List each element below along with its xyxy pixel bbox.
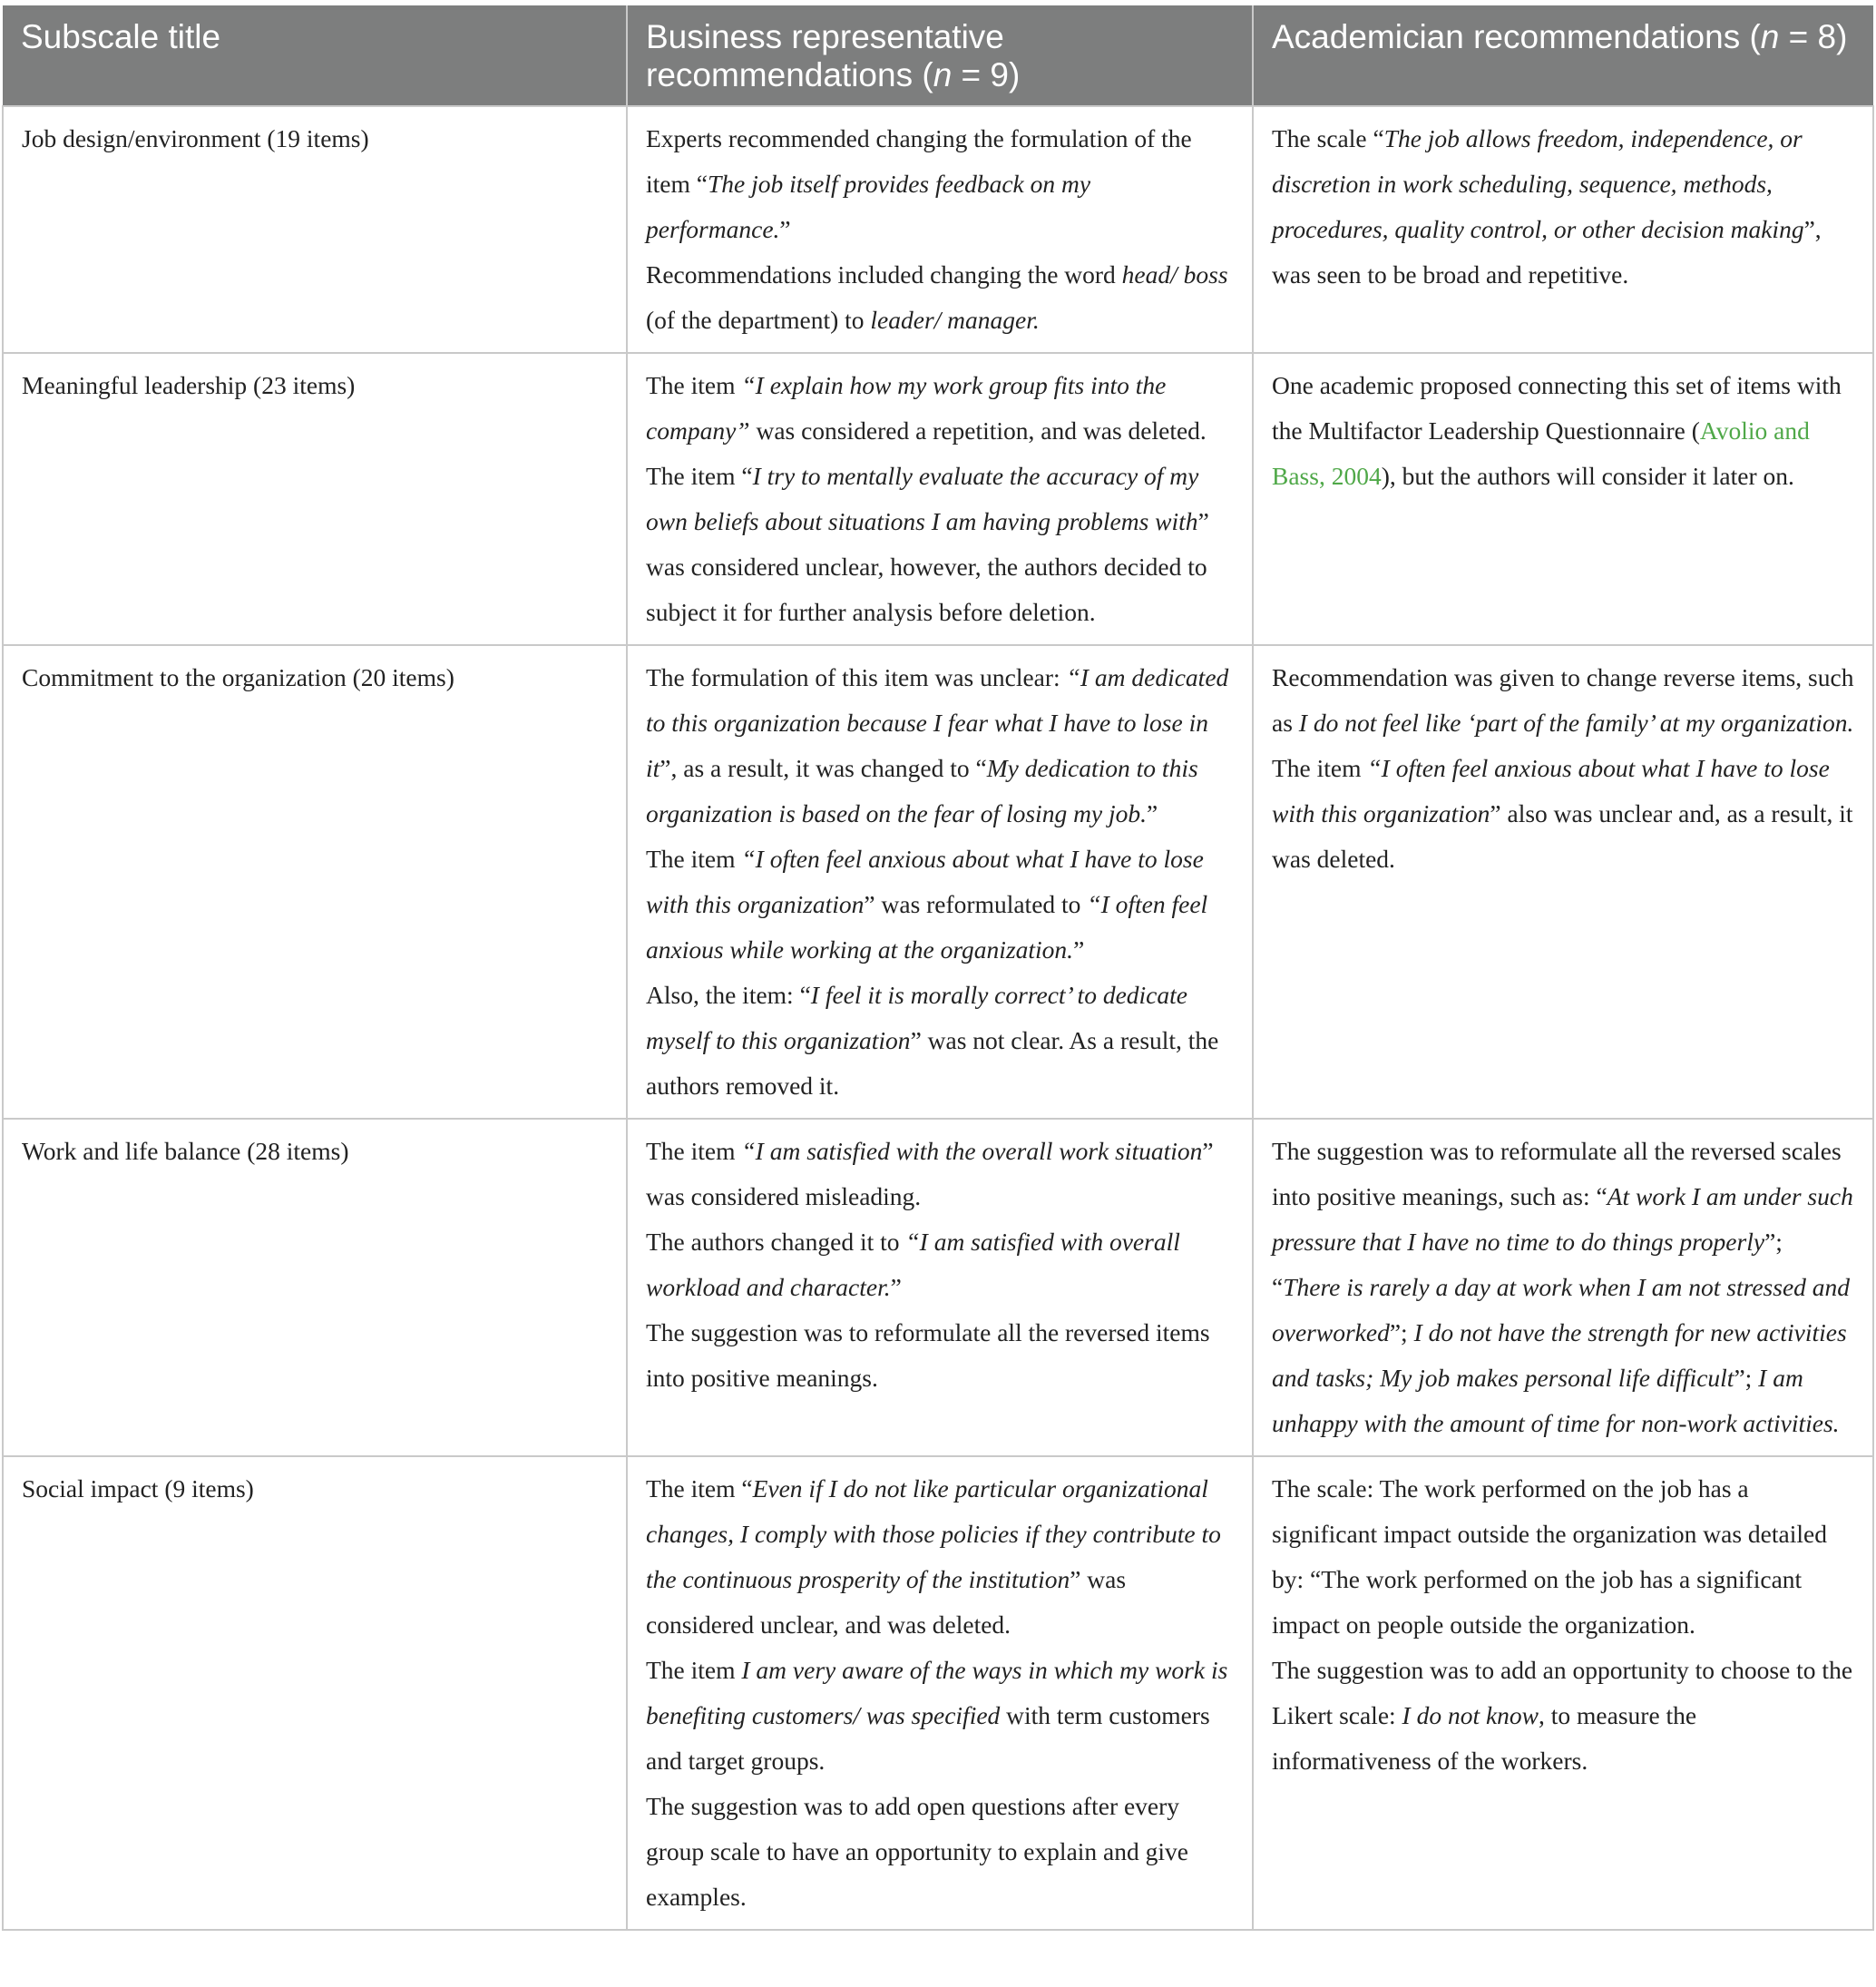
academic-cell [1253, 645, 1873, 1119]
italic-text: My dedication to this organization is based on the fear of losing my job. [646, 754, 1198, 827]
cell-paragraph [1272, 363, 1854, 499]
italic-text: “I am dedicated to this organization because I fear what I have to lose in it [646, 663, 1229, 782]
table-row [3, 1119, 1873, 1456]
cell-paragraph [646, 837, 1234, 973]
text-run: was considered a repetition, and was deleted. [749, 416, 1207, 445]
text-run: ”, as a result, it was changed to “ [660, 754, 987, 782]
cell-paragraph [646, 252, 1234, 343]
table-row [3, 353, 1873, 645]
cell-paragraph [1272, 1648, 1854, 1784]
cell-paragraph [646, 973, 1234, 1109]
header-subscale-title-text: Subscale title [21, 18, 221, 55]
text-run: The item [646, 371, 742, 399]
text-run: ” [890, 1273, 902, 1301]
header-academician-text: Academician recommendations ( [1272, 18, 1761, 55]
italic-text: “I often feel anxious about what I have to lose with this organization [1272, 754, 1830, 827]
text-run: The suggestion was to reformulate all the reversed scales into positive meanings, such as: “ [1272, 1137, 1842, 1210]
text-run: The item “ [646, 462, 753, 490]
cell-paragraph [1272, 1129, 1854, 1446]
italic-text: Even if I do not like particular organizational changes, I comply with those policies if they contribute to the continuous prosperity of the institution [646, 1474, 1221, 1593]
italic-text: At work I am under such pressure that I have no time to do things properly [1272, 1182, 1853, 1256]
text-run: The scale “ [1272, 124, 1384, 152]
text-run: ”; [1734, 1364, 1759, 1392]
subscale-title-cell: Meaningful leadership (23 items) [3, 353, 627, 645]
cell-paragraph [646, 1129, 1234, 1219]
business-cell [627, 645, 1253, 1119]
text-run: The item [646, 845, 742, 873]
header-academician-n: n [1760, 18, 1780, 55]
text-run: The item [646, 1656, 742, 1684]
academic-cell [1253, 1119, 1873, 1456]
italic-text: “I explain how my work group fits into the company” [646, 371, 1167, 445]
text-run: The suggestion was to add an opportunity to choose to the Likert scale: [1272, 1656, 1853, 1729]
table-row [3, 1456, 1873, 1930]
text-run: The formulation of this item was unclear: [646, 663, 1067, 691]
cell-paragraph [646, 116, 1234, 252]
business-cell [627, 353, 1253, 645]
text-run: Also, the item: “ [646, 981, 811, 1009]
header-business-text: Business representative recommendations ( [646, 18, 1004, 93]
text-run: , to measure the informativeness of the workers. [1272, 1701, 1697, 1775]
cell-paragraph [646, 363, 1234, 454]
text-run: ” was not clear. As a result, the authors removed it. [646, 1026, 1219, 1100]
text-run: The authors changed it to [646, 1228, 906, 1256]
text-run: ” was considered misleading. [646, 1137, 1214, 1210]
subscale-title-cell: Social impact (9 items) [3, 1456, 627, 1930]
text-run: ” [1147, 799, 1158, 827]
header-business-n: n [933, 56, 953, 93]
text-run: with term customers and target groups. [646, 1701, 1210, 1775]
italic-text: “I am satisfied with the overall work situation [741, 1137, 1203, 1165]
text-run: ” was reformulated to [864, 890, 1088, 918]
text-run: The scale: The work performed on the job has a significant impact outside the organization was detailed by: “The work performed on the job has a significant impact on people outside the organization. [1272, 1474, 1827, 1639]
academic-cell [1253, 1456, 1873, 1930]
text-run: Experts recommended changing the formulation of the item “ [646, 124, 1192, 198]
cell-paragraph [646, 655, 1234, 837]
text-run: ” was considered unclear, and was deleted. [646, 1565, 1127, 1639]
table-body [3, 106, 1873, 1930]
text-run: The item “ [646, 1474, 753, 1502]
text-run: ”; “ [1272, 1228, 1783, 1301]
italic-text: “I often feel anxious while working at the organization. [646, 890, 1208, 964]
subscale-title-cell: Job design/environment (19 items) [3, 106, 627, 353]
italic-text: The job itself provides feedback on my performance. [646, 170, 1091, 243]
business-cell [627, 1119, 1253, 1456]
cell-paragraph [646, 454, 1234, 635]
cell-paragraph [1272, 746, 1854, 882]
text-run: The item [1272, 754, 1368, 782]
text-run: ” was considered unclear, however, the authors decided to subject it for further analysis before deletion. [646, 507, 1209, 626]
text-run: Recommendations included changing the word [646, 260, 1122, 289]
italic-text: I am very aware of the ways in which my work is benefiting customers/ was specified [646, 1656, 1228, 1729]
citation-link[interactable]: Avolio and Bass, 2004 [1272, 416, 1810, 490]
italic-text: The job allows freedom, independence, or discretion in work scheduling, sequence, methods, procedures, quality control, or other decision making [1272, 124, 1804, 243]
header-academician-recommendations [1253, 5, 1873, 106]
text-run: ”; [1389, 1318, 1414, 1346]
table-row [3, 106, 1873, 353]
italic-text: I am unhappy with the amount of time for non-work activities. [1272, 1364, 1840, 1437]
text-run: ” [779, 215, 791, 243]
text-run: Recommendation was given to change reverse items, such as [1272, 663, 1854, 737]
text-run: The suggestion was to add open questions after every group scale to have an opportunity to explain and give examples. [646, 1792, 1188, 1911]
text-run: (of the department) to [646, 306, 871, 334]
italic-text: “I often feel anxious about what I have to lose with this organization [646, 845, 1204, 918]
cell-paragraph [646, 1648, 1234, 1784]
italic-text: There is rarely a day at work when I am not stressed and overworked [1272, 1273, 1851, 1346]
header-business-count: = 9) [952, 56, 1021, 93]
header-subscale-title [3, 5, 627, 106]
text-run: One academic proposed connecting this set of items with the Multifactor Leadership Questionnaire ( [1272, 371, 1842, 445]
business-cell [627, 106, 1253, 353]
italic-text: I try to mentally evaluate the accuracy of my own beliefs about situations I am having problems with [646, 462, 1199, 535]
academic-cell [1253, 353, 1873, 645]
recommendations-table [2, 5, 1874, 1931]
cell-paragraph [646, 1784, 1234, 1920]
cell-paragraph [646, 1219, 1234, 1310]
text-run: ), but the authors will consider it later on. [1381, 462, 1794, 490]
subscale-title-cell: Commitment to the organization (20 items) [3, 645, 627, 1119]
cell-paragraph [1272, 1466, 1854, 1648]
italic-text: I do not know [1402, 1701, 1539, 1729]
text-run: ”, was seen to be broad and repetitive. [1272, 215, 1822, 289]
text-run: The item [646, 1137, 742, 1165]
italic-text: “I am satisfied with overall workload and character. [646, 1228, 1180, 1301]
cell-paragraph [646, 1310, 1234, 1401]
business-cell [627, 1456, 1253, 1930]
header-business-recommendations [627, 5, 1253, 106]
italic-text: I do not feel like ‘part of the family’ at my organization. [1298, 709, 1854, 737]
text-run: ” [1073, 935, 1085, 964]
subscale-title-cell: Work and life balance (28 items) [3, 1119, 627, 1456]
text-run: ” also was unclear and, as a result, it was deleted. [1272, 799, 1853, 873]
cell-paragraph [646, 1466, 1234, 1648]
cell-paragraph [1272, 655, 1854, 746]
italic-text: I do not have the strength for new activities and tasks; My job makes personal life difficult [1272, 1318, 1847, 1392]
academic-cell [1253, 106, 1873, 353]
italic-text: I feel it is morally correct’ to dedicate myself to this organization [646, 981, 1187, 1054]
header-row [3, 5, 1873, 106]
header-academician-count: = 8) [1779, 18, 1848, 55]
cell-paragraph [1272, 116, 1854, 298]
italic-text: head/ boss [1121, 260, 1228, 289]
italic-text: leader/ manager. [870, 306, 1040, 334]
table-row [3, 645, 1873, 1119]
text-run: The suggestion was to reformulate all the reversed items into positive meanings. [646, 1318, 1210, 1392]
